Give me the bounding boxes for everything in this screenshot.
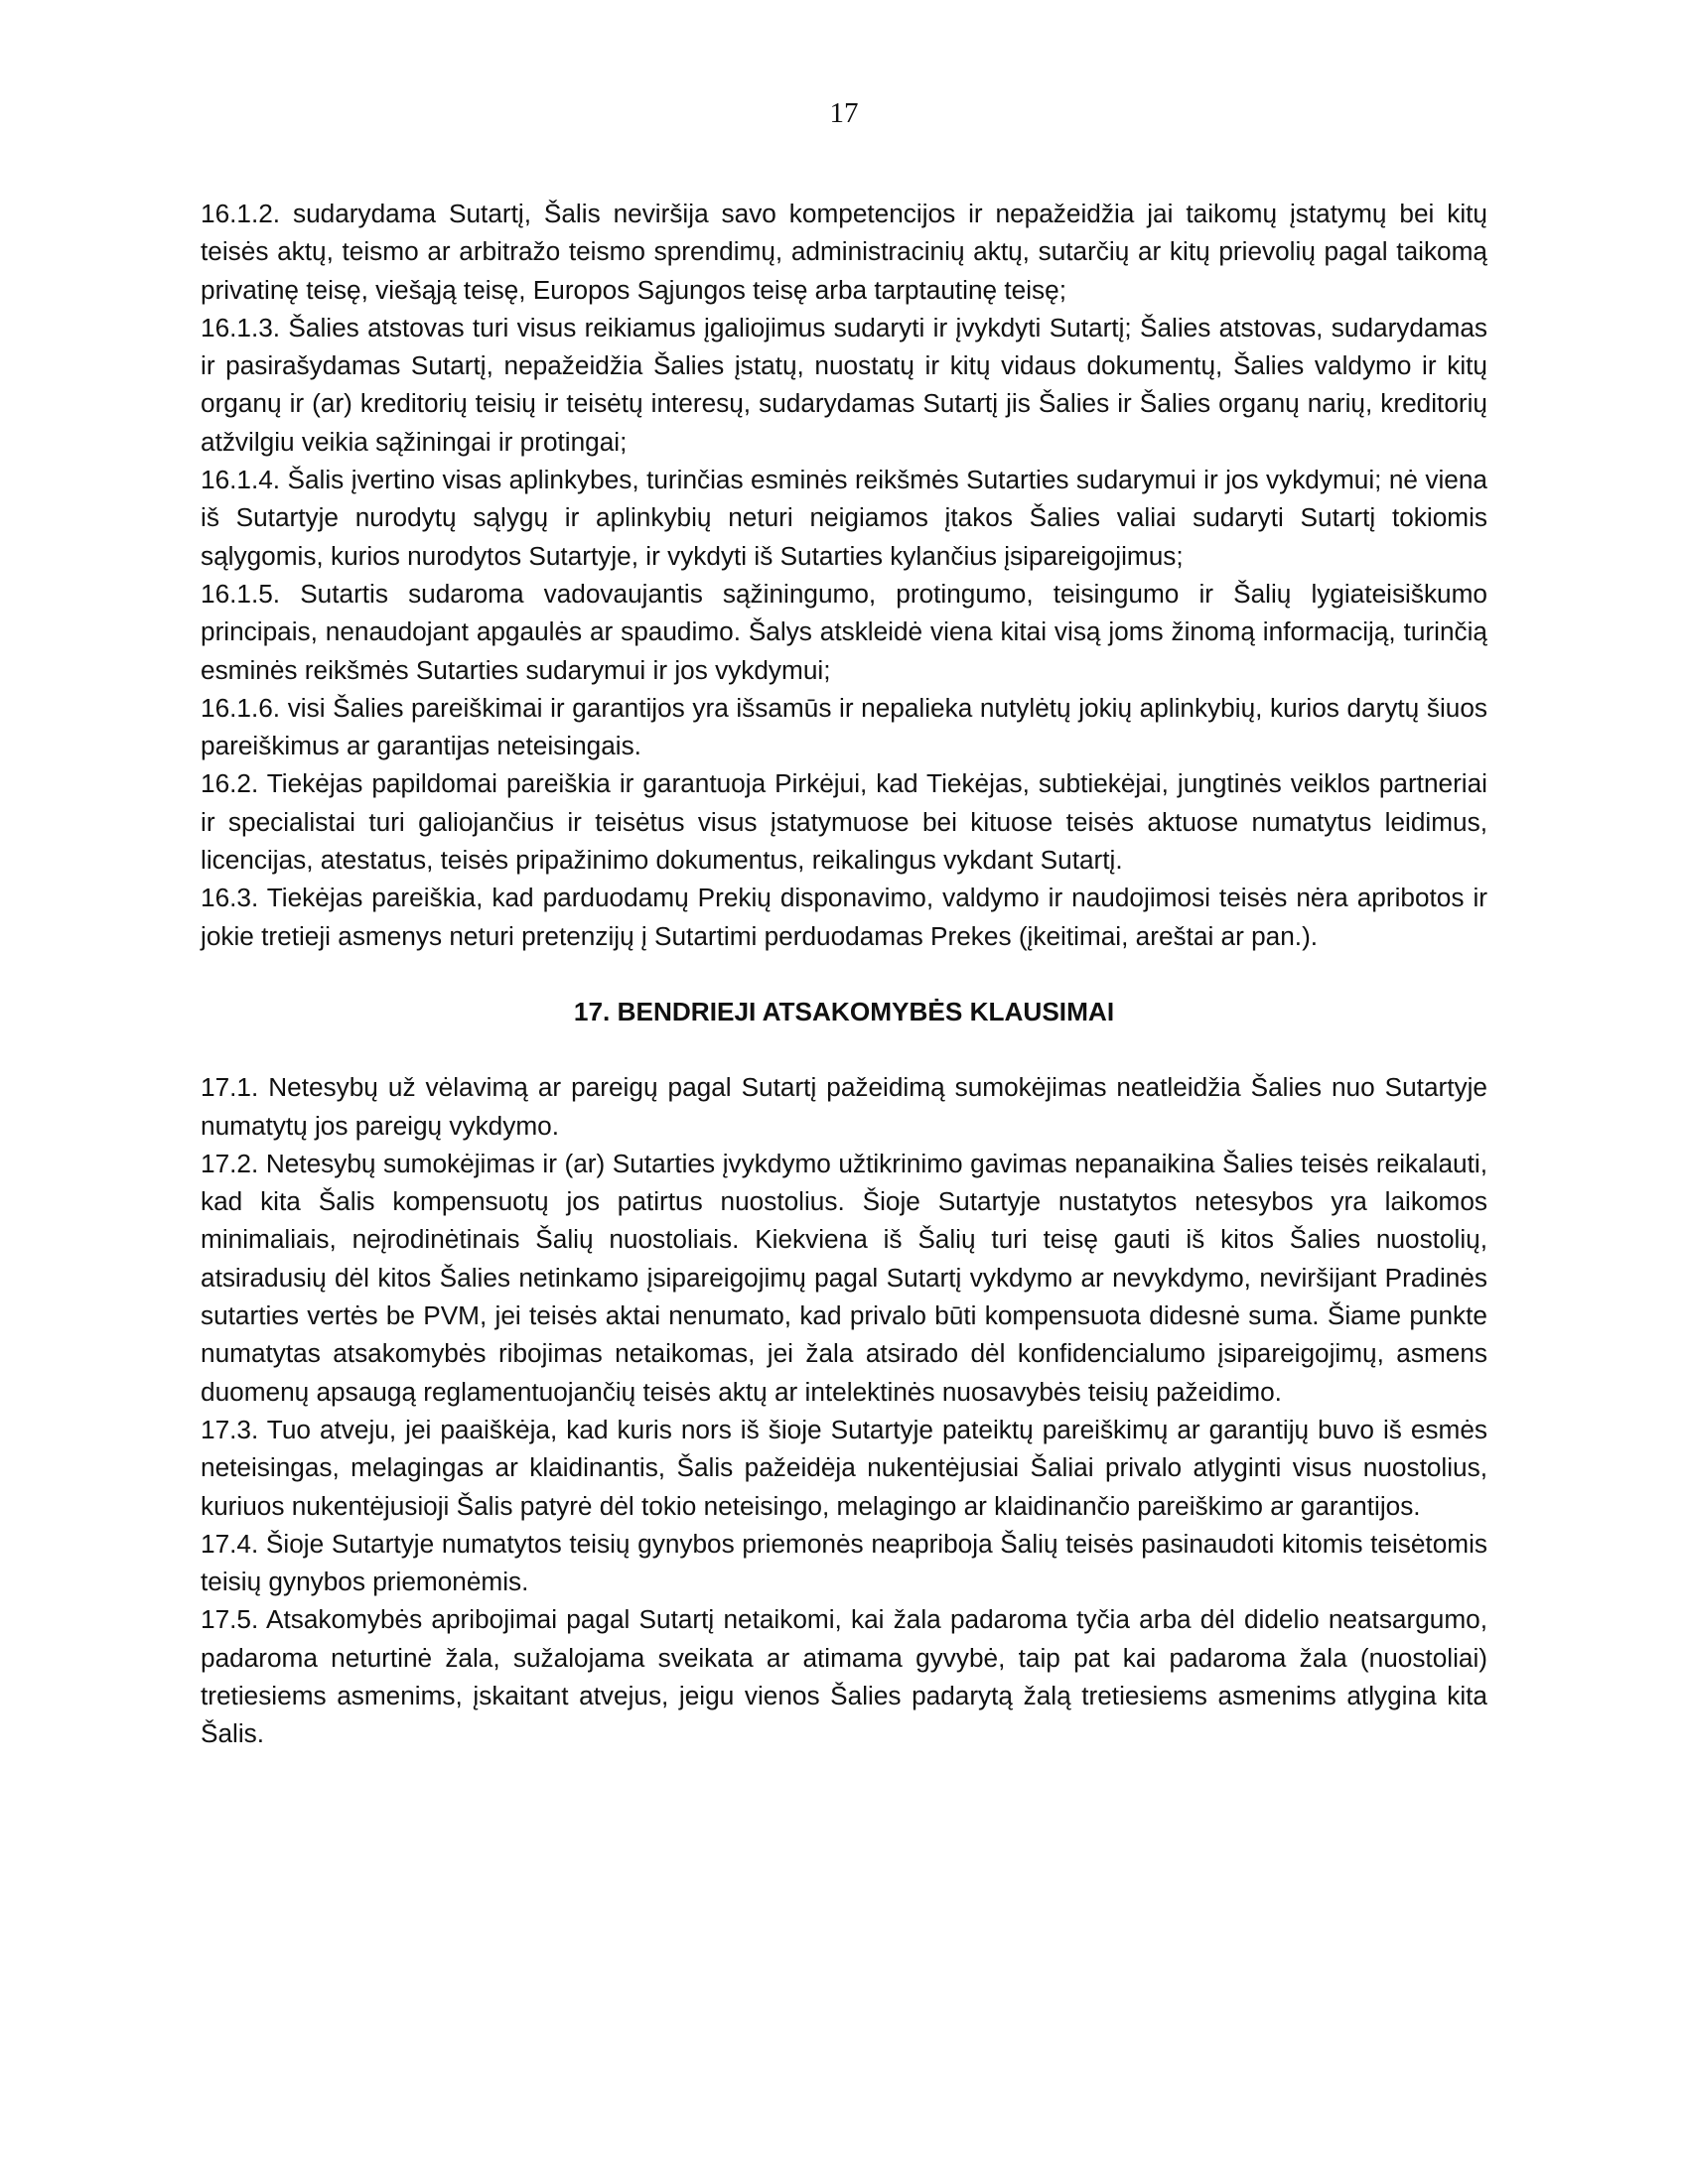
clause-17-3: 17.3. Tuo atveju, jei paaiškėja, kad kuris nors iš šioje Sutartyje pateiktų pareiškimų ar garantijų buvo iš esmės neteisingas, melagingas ar klaidinantis, Šalis pažeidėja nukentėjusiai Šaliai privalo atlyginti visus nuostolius, kuriuos nukentėjusioji Šalis patyrė dėl tokio neteisingo, melagingo ar klaidinančio pareiškimo ar garantijos. [201, 1414, 1487, 1521]
section-17 [201, 1068, 1487, 1752]
page-number: 17 [829, 97, 859, 129]
clause-16-1-3: 16.1.3. Šalies atstovas turi visus reikiamus įgaliojimus sudaryti ir įvykdyti Sutartį; Šalies atstovas, sudarydamas ir pasirašydamas Sutartį, nepažeidžia Šalies įstatų, nuostatų ir kitų vidaus dokumentų, Šalies valdymo ir kitų organų ir (ar) kreditorių teisių ir teisėtų interesų, sudarydamas Sutartį jis Šalies ir Šalies organų narių, kreditorių atžvilgiu veikia sąžiningai ir protingai; [201, 312, 1487, 457]
clause-16-1-6: 16.1.6. visi Šalies pareiškimai ir garantijos yra išsamūs ir nepalieka nutylėtų jokių aplinkybių, kurios darytų šiuos pareiškimus ar garantijas neteisingais. [201, 692, 1487, 761]
document-body [201, 195, 1487, 1753]
clause-16-1-2: 16.1.2. sudarydama Sutartį, Šalis neviršija savo kompetencijos ir nepažeidžia jai taikomų įstatymų bei kitų teisės aktų, teismo ar arbitražo teismo sprendimų, administracinių aktų, sutarčių ar kitų prievolių pagal taikomą privatinę teisę, viešąją teisę, Europos Sąjungos teisę arba tarptautinę teisę; [201, 199, 1487, 305]
clause-17-1: 17.1. Netesybų už vėlavimą ar pareigų pagal Sutartį pažeidimą sumokėjimas neatleidžia Šalies nuo Sutartyje numatytų jos pareigų vykdymo. [201, 1072, 1487, 1141]
clause-16-3: 16.3. Tiekėjas pareiškia, kad parduodamų Prekių disponavimo, valdymo ir naudojimosi teisės nėra apribotos ir jokie tretieji asmenys neturi pretenzijų į Sutartimi perduodamas Prekes (įkeitimai, areštai ar pan.). [201, 883, 1487, 951]
clause-16-1-4: 16.1.4. Šalis įvertino visas aplinkybes, turinčias esminės reikšmės Sutarties sudarymui ir jos vykdymui; nė viena iš Sutartyje nurodytų sąlygų ir aplinkybių neturi neigiamos įtakos Šalies valiai sudaryti Sutartį tokiomis sąlygomis, kurios nurodytos Sutartyje, ir vykdyti iš Sutarties kylančius įsipareigojimus; [201, 465, 1487, 571]
clause-17-5: 17.5. Atsakomybės apribojimai pagal Sutartį netaikomi, kai žala padaroma tyčia arba dėl didelio neatsargumo, padaroma neturtinė žala, sužalojama sveikata ar atimama gyvybė, taip pat kai padaroma žala (nuostoliai) tretiesiems asmenims, įskaitant atvejus, jeigu vienos Šalies padarytą žalą tretiesiems asmenims atlygina kita Šalis. [201, 1604, 1487, 1749]
section-17-heading: 17. BENDRIEJI ATSAKOMYBĖS KLAUSIMAI [573, 996, 1115, 1026]
clause-17-4: 17.4. Šioje Sutartyje numatytos teisių gynybos priemonės neapriboja Šalių teisės pasinaudoti kitomis teisėtomis teisių gynybos priemonėmis. [201, 1528, 1487, 1597]
section-16-continued [201, 195, 1487, 955]
clause-17-2: 17.2. Netesybų sumokėjimas ir (ar) Sutarties įvykdymo užtikrinimo gavimas nepanaikina Šalies teisės reikalauti, kad kita Šalis kompensuotų jos patirtus nuostolius. Šioje Sutartyje nustatytos netesybos yra laikomos minimaliais, neįrodinėtinais Šalių nuostoliais. Kiekviena iš Šalių turi teisę gauti iš kitos Šalies nuostolių, atsiradusių dėl kitos Šalies netinkamo įsipareigojimų pagal Sutartį vykdymo ar nevykdymo, neviršijant Pradinės sutarties vertės be PVM, jei teisės aktai nenumato, kad privalo būti kompensuota didesnė suma. Šiame punkte numatytas atsakomybės ribojimas netaikomas, jei žala atsirado dėl konfidencialumo įsipareigojimų, asmens duomenų apsaugą reglamentuojančių teisės aktų ar intelektinės nuosavybės teisių pažeidimo. [201, 1148, 1487, 1407]
clause-16-1-5: 16.1.5. Sutartis sudaroma vadovaujantis sąžiningumo, protingumo, teisingumo ir Šalių lygiateisiškumo principais, nenaudojant apgaulės ar spaudimo. Šalys atskleidė viena kitai visą joms žinomą informaciją, turinčią esminės reikšmės Sutarties sudarymui ir jos vykdymui; [201, 578, 1487, 685]
clause-16-2: 16.2. Tiekėjas papildomai pareiškia ir garantuoja Pirkėjui, kad Tiekėjas, subtiekėjai, jungtinės veiklos partneriai ir specialistai turi galiojančius ir teisėtus visus įstatymuose bei kituose teisės aktuose numatytus leidimus, licencijas, atestatus, teisės pripažinimo dokumentus, reikalingus vykdant Sutartį. [201, 768, 1487, 876]
